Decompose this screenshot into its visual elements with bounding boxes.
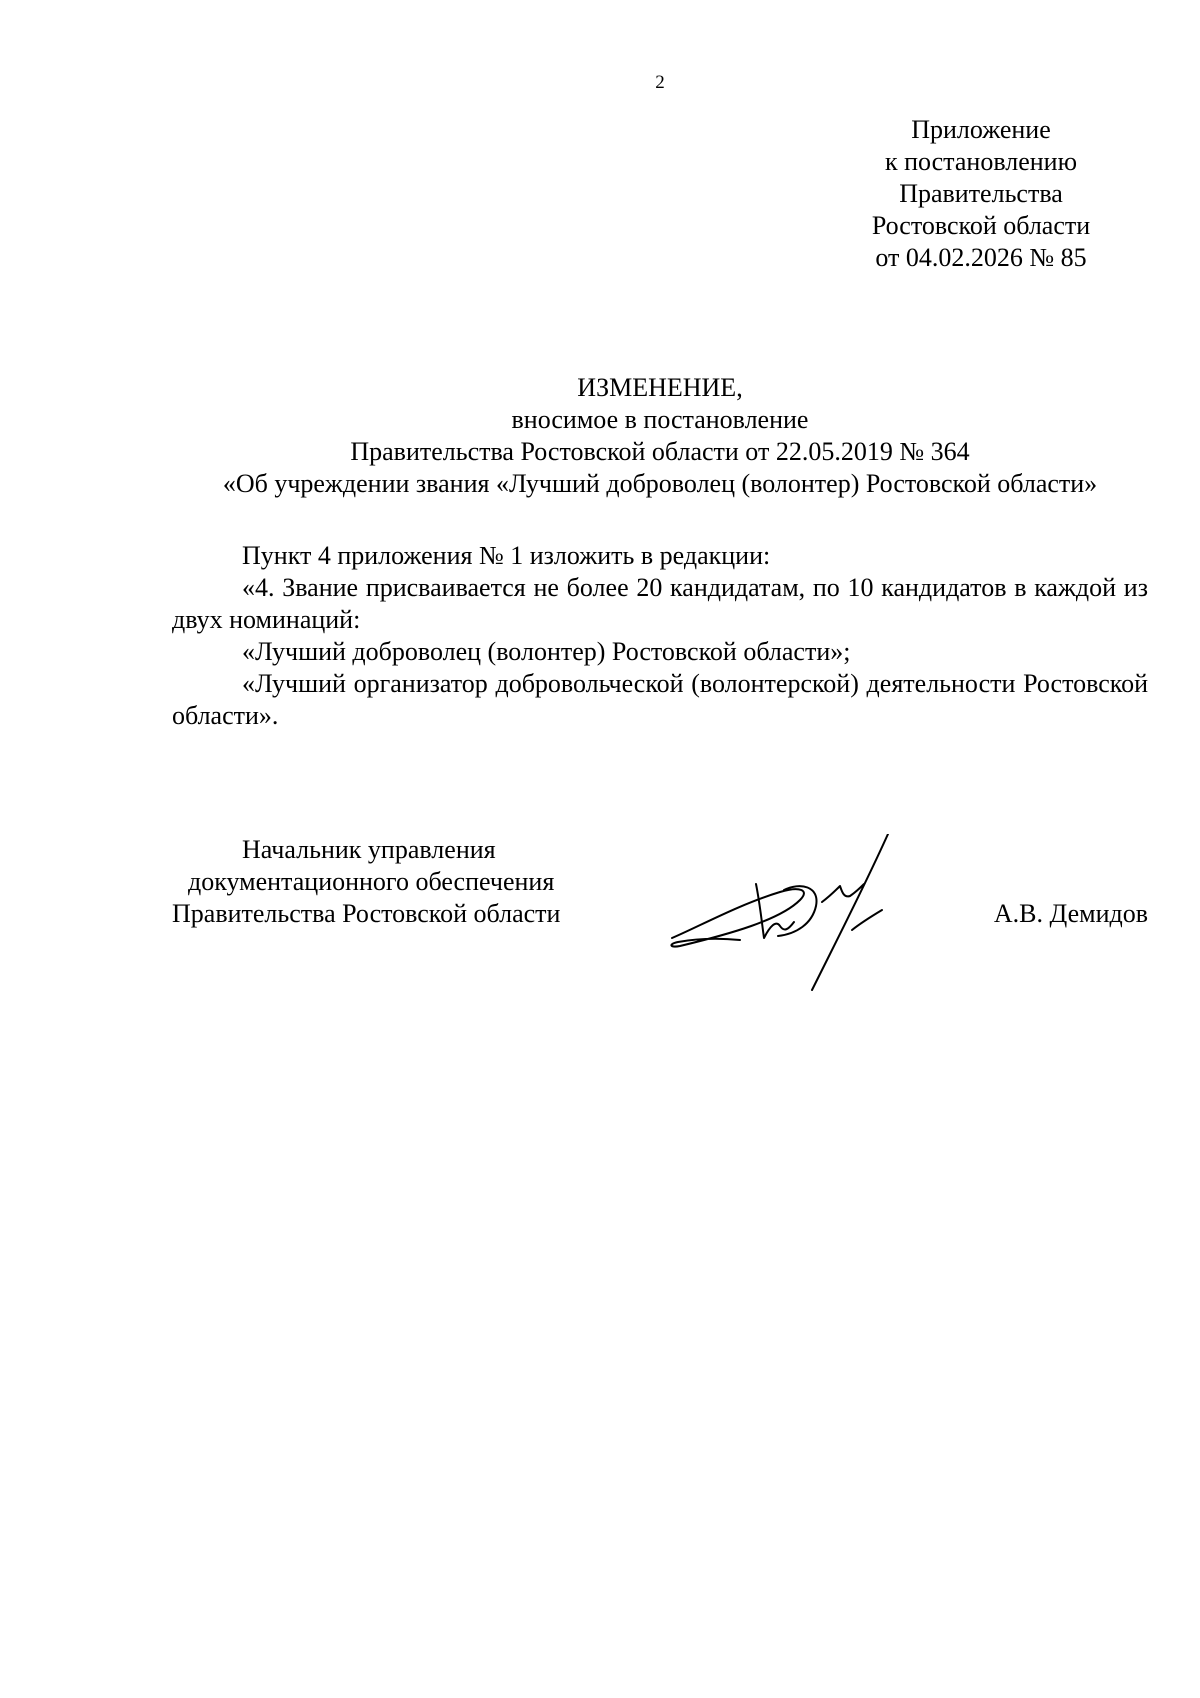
- handwritten-signature: [660, 834, 960, 994]
- document-title: ИЗМЕНЕНИЕ,: [577, 373, 743, 402]
- document-body: [172, 540, 1148, 732]
- body-paragraph: «Лучший доброволец (волонтер) Ростовской области»;: [242, 637, 851, 666]
- appendix-line: Правительства: [899, 179, 1063, 208]
- body-paragraph: «4. Звание присваивается не более 20 кандидатам, по 10 кандидатов в каждой из двух номинаций:: [172, 573, 1148, 634]
- position-line: Начальник управления: [242, 835, 496, 864]
- body-paragraph: Пункт 4 приложения № 1 изложить в редакции:: [242, 541, 771, 570]
- document-heading: [172, 372, 1148, 500]
- position-line: документационного обеспечения: [188, 867, 555, 896]
- signatory-position: [172, 834, 602, 930]
- appendix-reference: [836, 114, 1126, 274]
- appendix-line: Приложение: [911, 115, 1051, 144]
- heading-line: «Об учреждении звания «Лучший доброволец (волонтер) Ростовской области»: [222, 469, 1098, 498]
- appendix-date-number: от 04.02.2026 № 85: [875, 243, 1087, 272]
- signer-name: А.В. Демидов: [993, 899, 1148, 928]
- appendix-line: к постановлению: [884, 147, 1078, 176]
- heading-line: вносимое в постановление: [511, 405, 809, 434]
- heading-line: Правительства Ростовской области от 22.05.2019 № 364: [350, 437, 970, 466]
- appendix-line: Ростовской области: [871, 211, 1091, 240]
- page-number: 2: [655, 72, 665, 93]
- body-paragraph: «Лучший организатор добровольческой (волонтерской) деятельности Ростовской области».: [172, 669, 1148, 730]
- position-line: Правительства Ростовской области: [172, 899, 561, 928]
